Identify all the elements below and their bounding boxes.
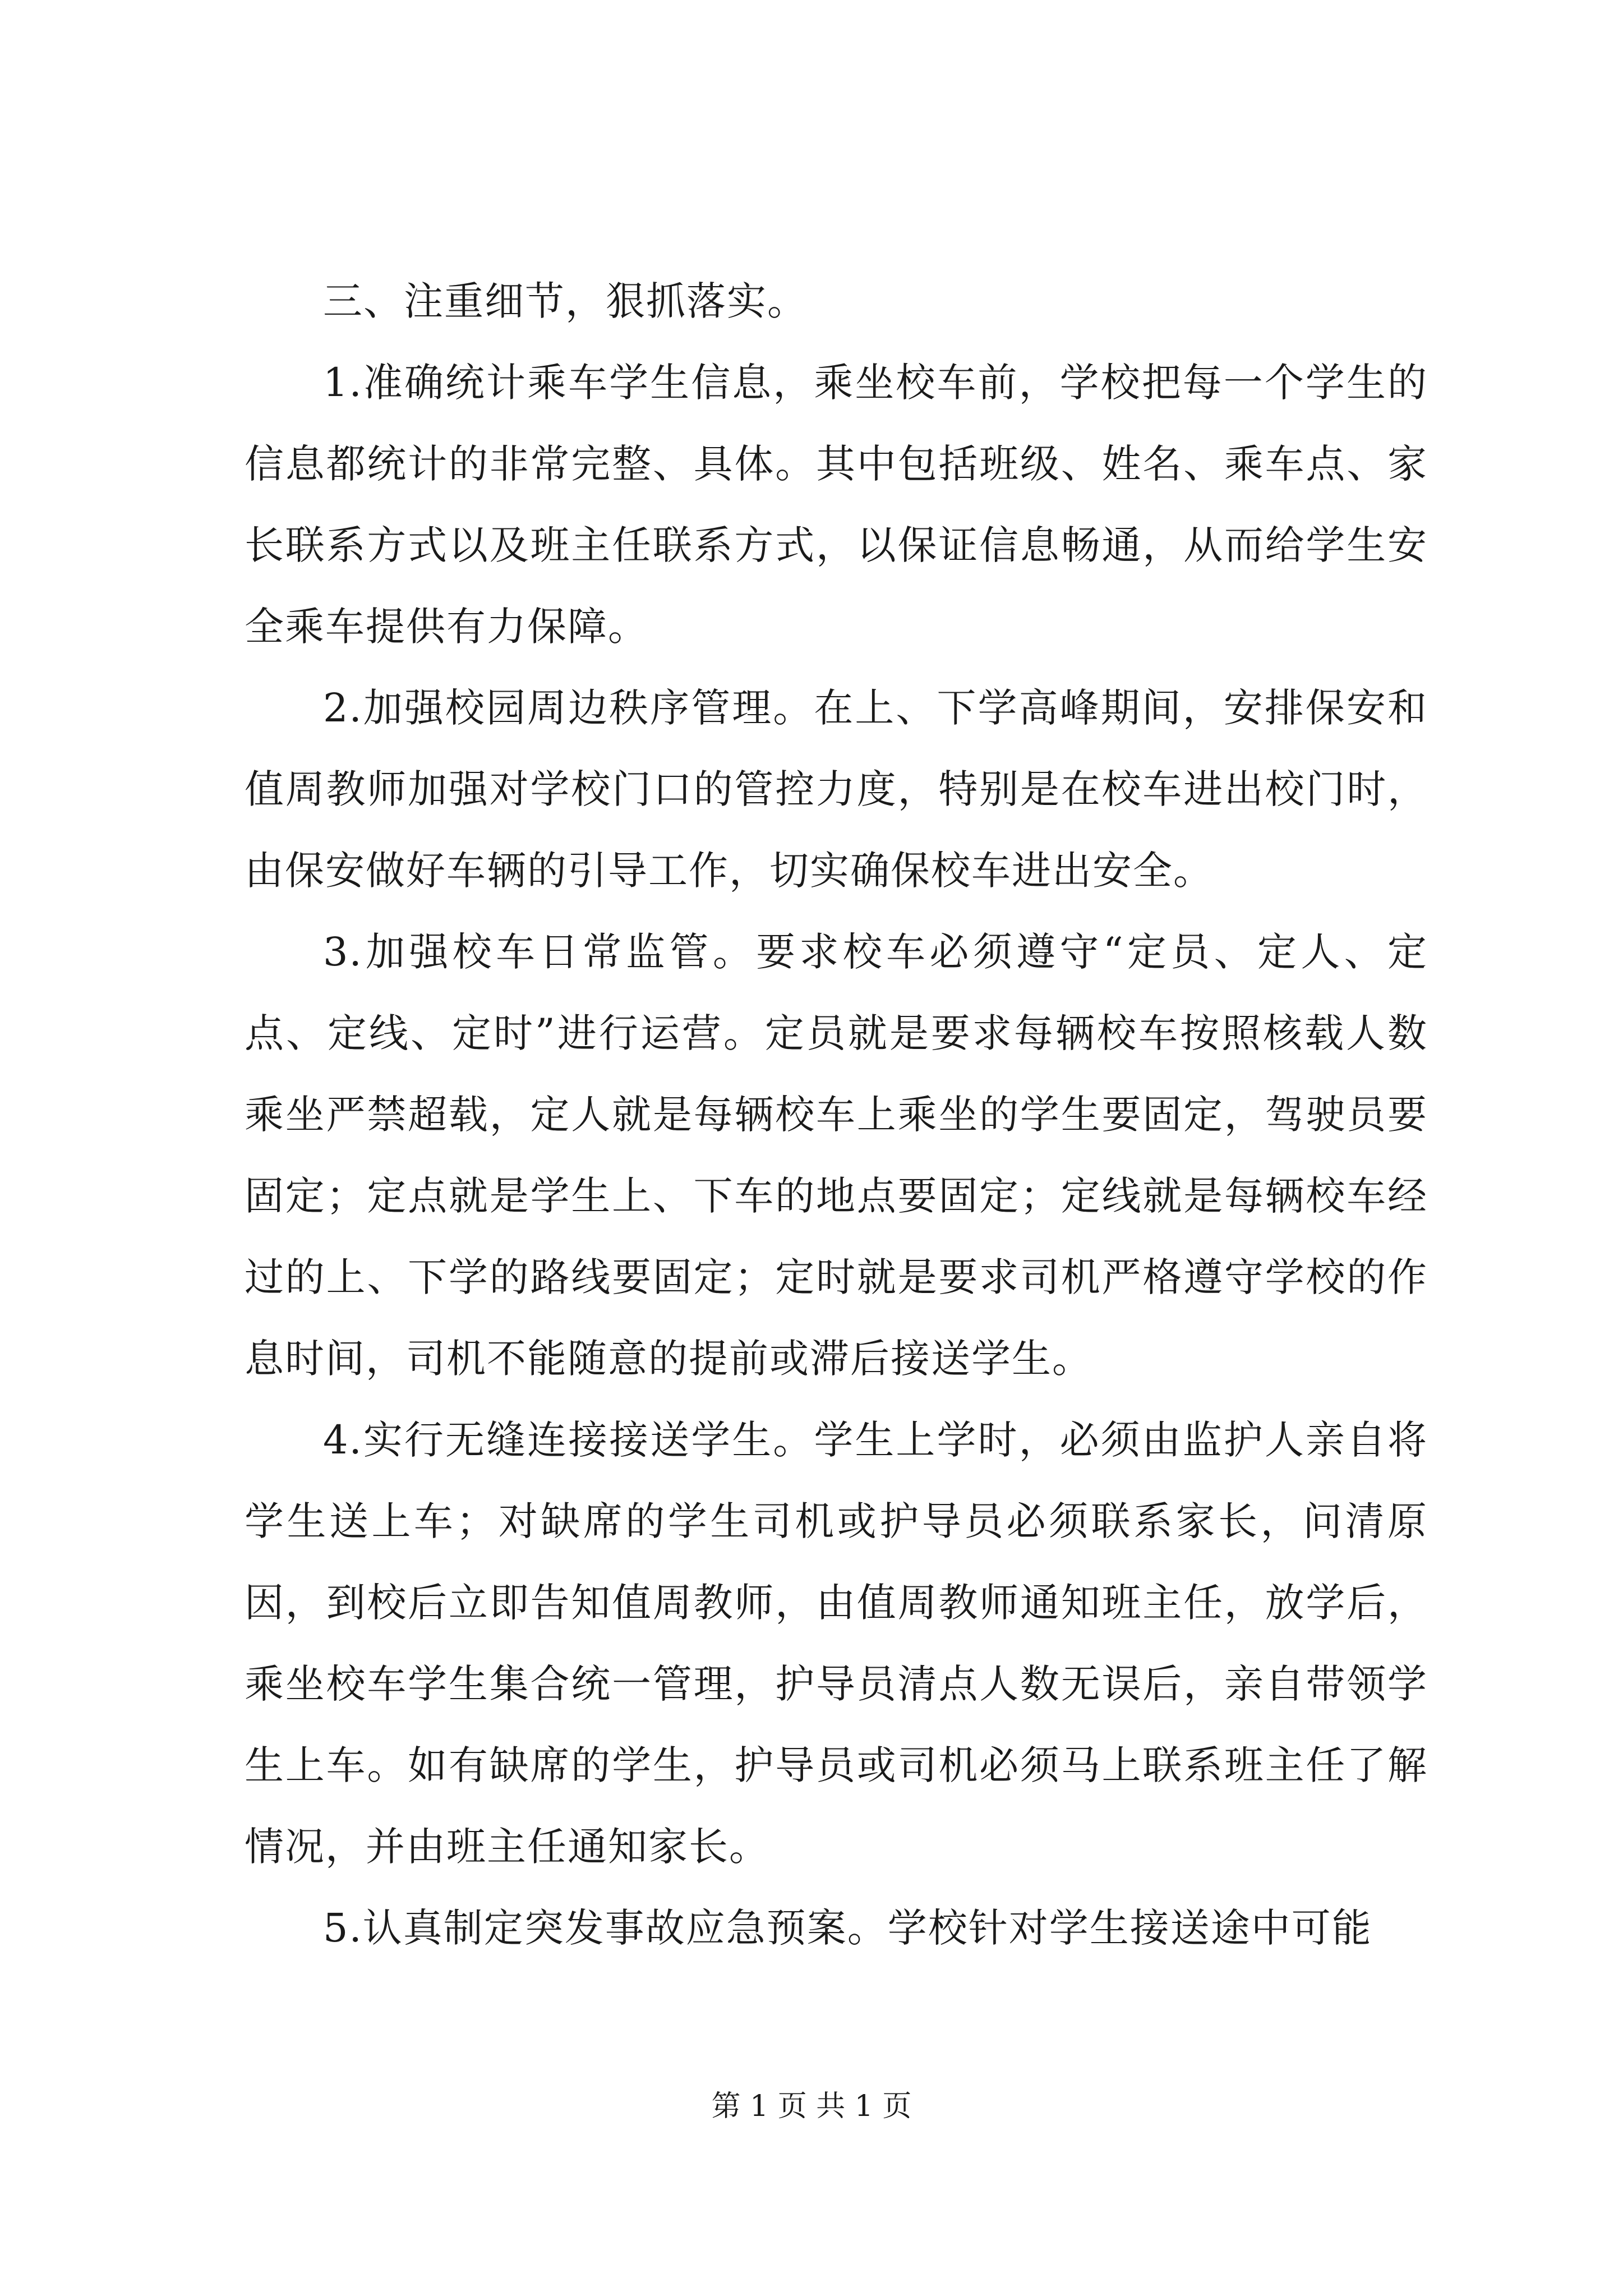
paragraph-item-4: 4.实行无缝连接接送学生。学生上学时，必须由监护人亲自将学生送上车；对缺席的学生司机或护导员必须联系家长，问清原因，到校后立即告知值周教师，由值周教师通知班主任，放学后，乘坐校车学生集合统一管理，护导员清点人数无误后，亲自带领学生上车。如有缺席的学生，护导员或司机必须马上联系班主任了解情况，并由班主任通知家长。 [245, 1417, 1428, 1870]
document-body [245, 261, 1428, 1969]
paragraph-item-3: 3.加强校车日常监管。要求校车必须遵守“定员、定人、定点、定线、定时”进行运营。定员就是要求每辆校车按照核载人数乘坐严禁超载，定人就是每辆校车上乘坐的学生要固定，驾驶员要固定；定点就是学生上、下车的地点要固定；定线就是每辆校车经过的上、下学的路线要固定；定时就是要求司机严格遵守学校的作息时间，司机不能随意的提前或滞后接送学生。 [245, 929, 1428, 1382]
page-number-footer: 第 1 页 共 1 页 [711, 2090, 912, 2123]
paragraph-item-2: 2.加强校园周边秩序管理。在上、下学高峰期间，安排保安和值周教师加强对学校门口的管控力度，特别是在校车进出校门时，由保安做好车辆的引导工作，切实确保校车进出安全。 [245, 685, 1428, 894]
paragraph-item-5: 5.认真制定突发事故应急预案。学校针对学生接送途中可能 [323, 1905, 1372, 1951]
section-heading: 三、注重细节，狠抓落实。 [323, 278, 808, 324]
paragraph-item-1: 1.准确统计乘车学生信息，乘坐校车前，学校把每一个学生的信息都统计的非常完整、具体。其中包括班级、姓名、乘车点、家长联系方式以及班主任联系方式，以保证信息畅通，从而给学生安全乘车提供有力保障。 [245, 360, 1428, 650]
